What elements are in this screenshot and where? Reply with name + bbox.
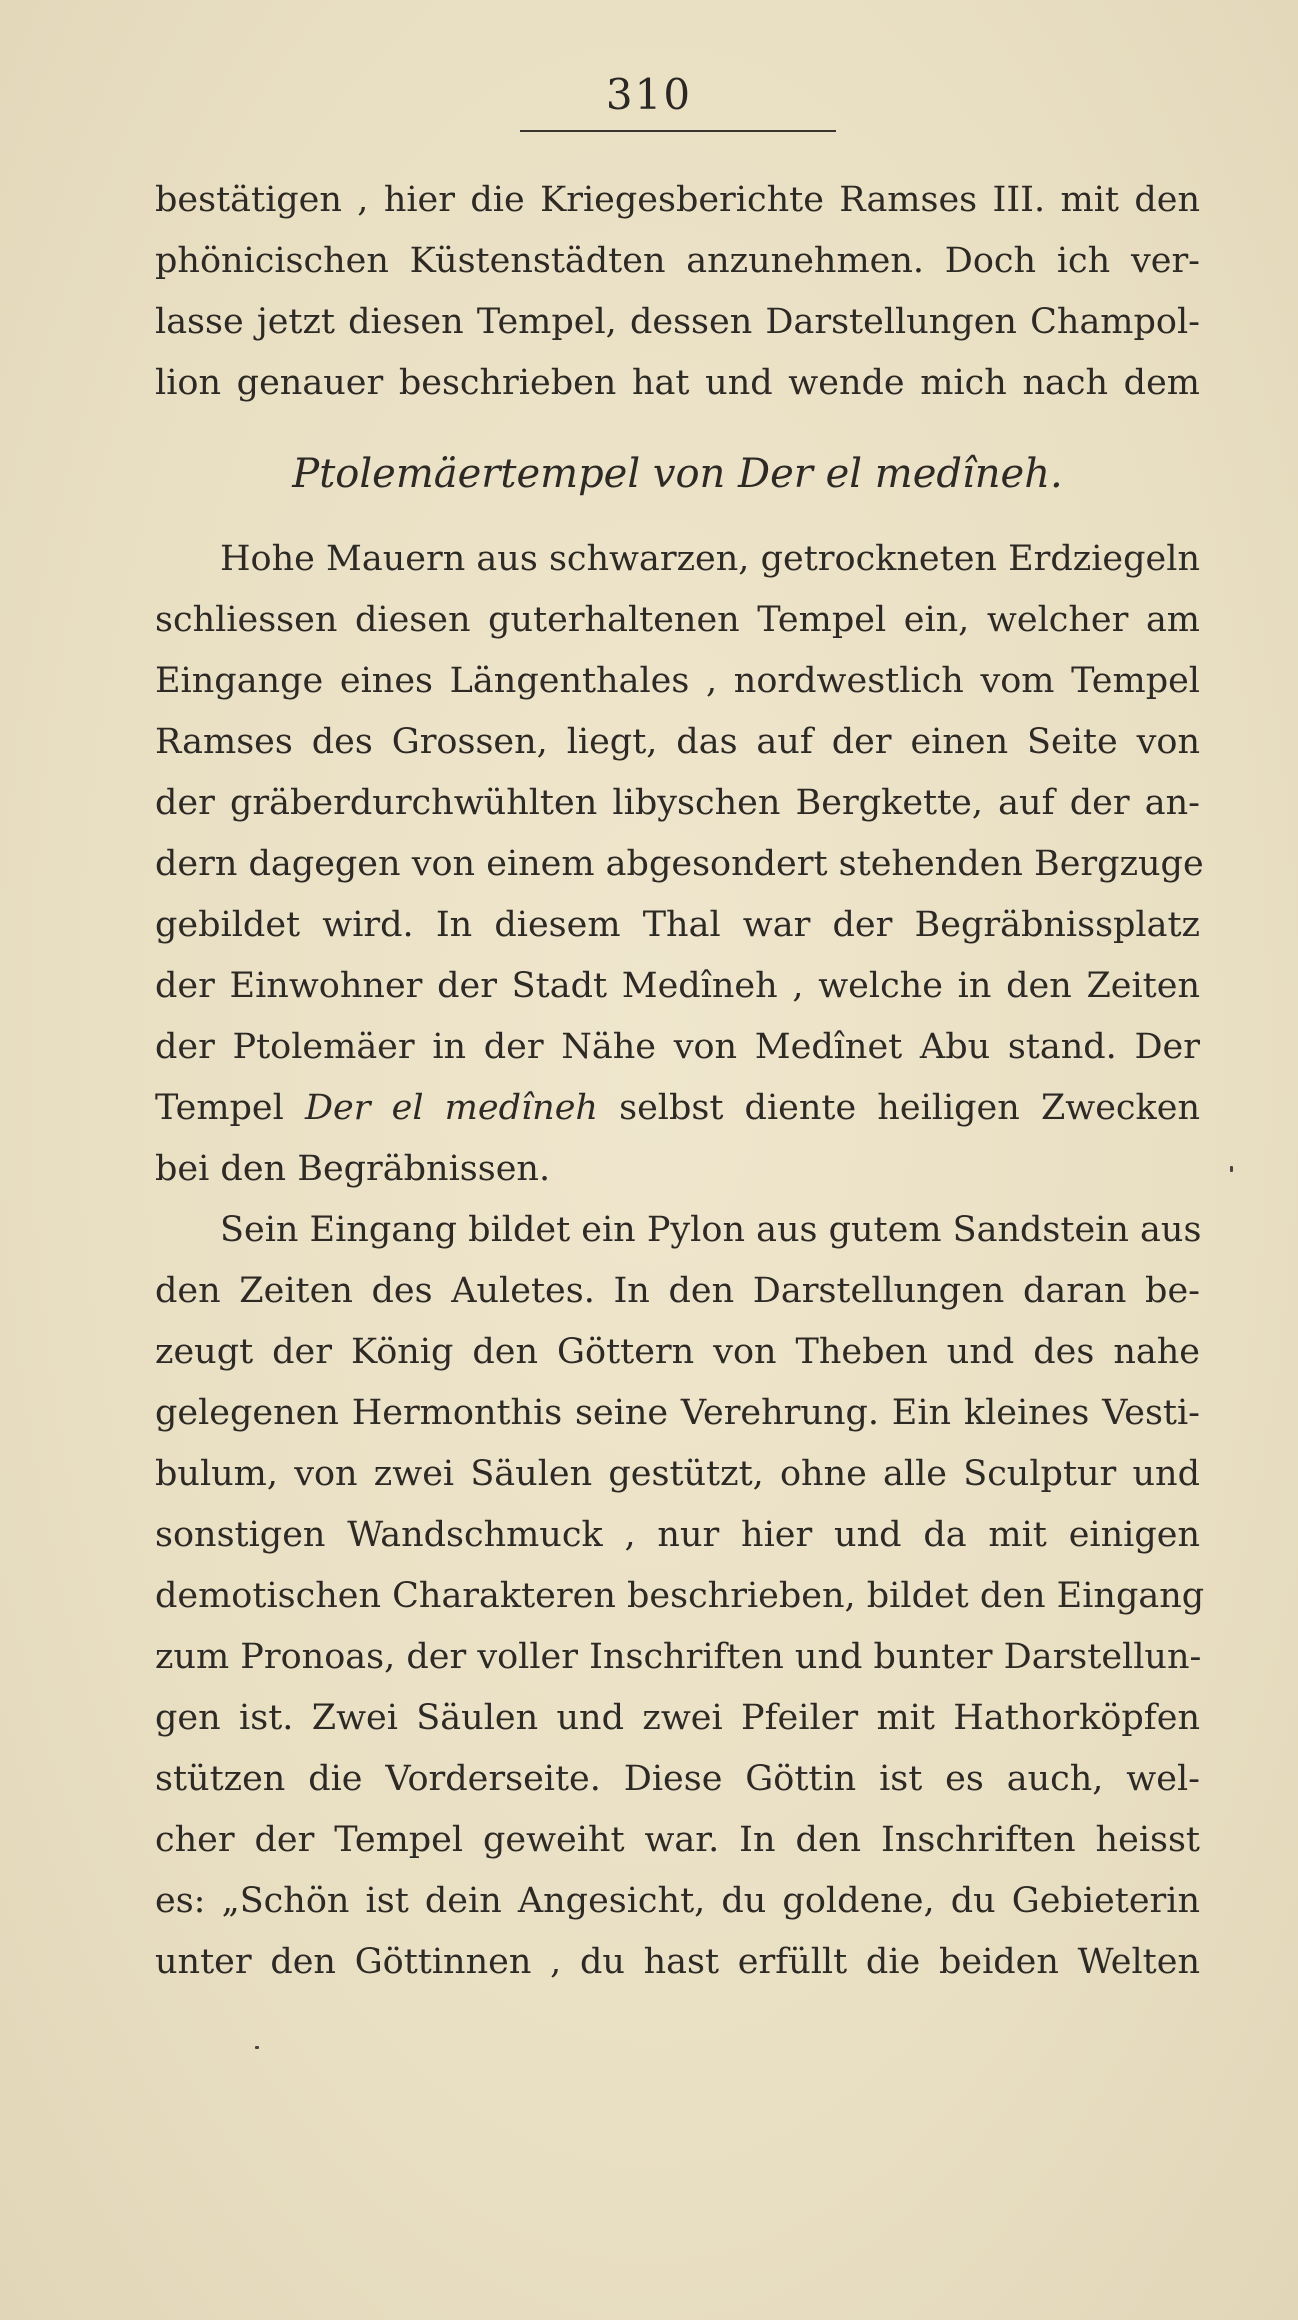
paper-speck bbox=[1230, 1166, 1233, 1172]
text-line: lion genauer beschrieben hat und wende mich nach dem bbox=[155, 363, 1200, 403]
text-line: bestätigen , hier die Kriegesberichte Ramses III. mit den bbox=[155, 180, 1200, 220]
text-run: selbst diente heiligen Zwecken bbox=[597, 1088, 1200, 1128]
text-line: den Zeiten des Auletes. In den Darstellungen daran be- bbox=[155, 1271, 1200, 1311]
section-heading: Ptolemäertempel von Der el medîneh. bbox=[292, 451, 1063, 497]
text-line: der Einwohner der Stadt Medîneh , welche in den Zeiten bbox=[155, 966, 1200, 1006]
text-line-with-italic bbox=[155, 1078, 1200, 1139]
page-number: 310 bbox=[605, 70, 693, 119]
text-line: gelegenen Hermonthis seine Verehrung. Ein kleines Vesti- bbox=[155, 1393, 1200, 1433]
text-line: Eingange eines Längenthales , nordwestlich vom Tempel bbox=[155, 661, 1200, 701]
text-line: Sein Eingang bildet ein Pylon aus gutem Sandstein aus bbox=[220, 1210, 1202, 1250]
text-line: unter den Göttinnen , du hast erfüllt die beiden Welten bbox=[155, 1942, 1200, 1982]
text-line: bulum, von zwei Säulen gestützt, ohne alle Sculptur und bbox=[155, 1454, 1200, 1494]
text-line: Hohe Mauern aus schwarzen, getrockneten Erdziegeln bbox=[220, 539, 1200, 579]
text-line: bei den Begräbnissen. bbox=[155, 1149, 551, 1189]
text-line: lasse jetzt diesen Tempel, dessen Darstellungen Champol- bbox=[155, 302, 1200, 342]
text-line: sonstigen Wandschmuck , nur hier und da mit einigen bbox=[155, 1515, 1200, 1555]
text-line: der gräberdurchwühlten libyschen Bergkette, auf der an- bbox=[155, 783, 1200, 823]
text-run: Tempel bbox=[155, 1088, 305, 1128]
text-line: gen ist. Zwei Säulen und zwei Pfeiler mit Hathorköpfen bbox=[155, 1698, 1200, 1738]
paragraph-1 bbox=[155, 170, 1200, 414]
text-line: es: „Schön ist dein Angesicht, du goldene, du Gebieterin bbox=[155, 1881, 1200, 1921]
text-line: schliessen diesen guterhaltenen Tempel ein, welcher am bbox=[155, 600, 1200, 640]
text-line: der Ptolemäer in der Nähe von Medînet Abu stand. Der bbox=[155, 1027, 1200, 1067]
paragraph-3 bbox=[155, 1200, 1205, 1993]
paragraph-2 bbox=[155, 529, 1204, 1200]
text-line: zeugt der König den Göttern von Theben und des nahe bbox=[155, 1332, 1200, 1372]
body-text bbox=[155, 170, 1205, 1993]
text-line: zum Pronoas, der voller Inschriften und bunter Darstellun- bbox=[155, 1637, 1202, 1677]
text-line: gebildet wird. In diesem Thal war der Begräbnissplatz bbox=[155, 905, 1200, 945]
header-rule bbox=[520, 130, 836, 132]
text-line: Ramses des Grossen, liegt, das auf der einen Seite von bbox=[155, 722, 1200, 762]
text-line: dern dagegen von einem abgesondert stehenden Bergzuge bbox=[155, 844, 1204, 884]
paper-speck bbox=[255, 2046, 259, 2049]
text-line: stützen die Vorderseite. Diese Göttin ist es auch, wel- bbox=[155, 1759, 1200, 1799]
italic-name: Der el medîneh bbox=[304, 1088, 598, 1128]
text-line: demotischen Charakteren beschrieben, bildet den Eingang bbox=[155, 1576, 1205, 1616]
text-line: phönicischen Küstenstädten anzunehmen. Doch ich ver- bbox=[155, 241, 1200, 281]
text-line: cher der Tempel geweiht war. In den Inschriften heisst bbox=[155, 1820, 1200, 1860]
